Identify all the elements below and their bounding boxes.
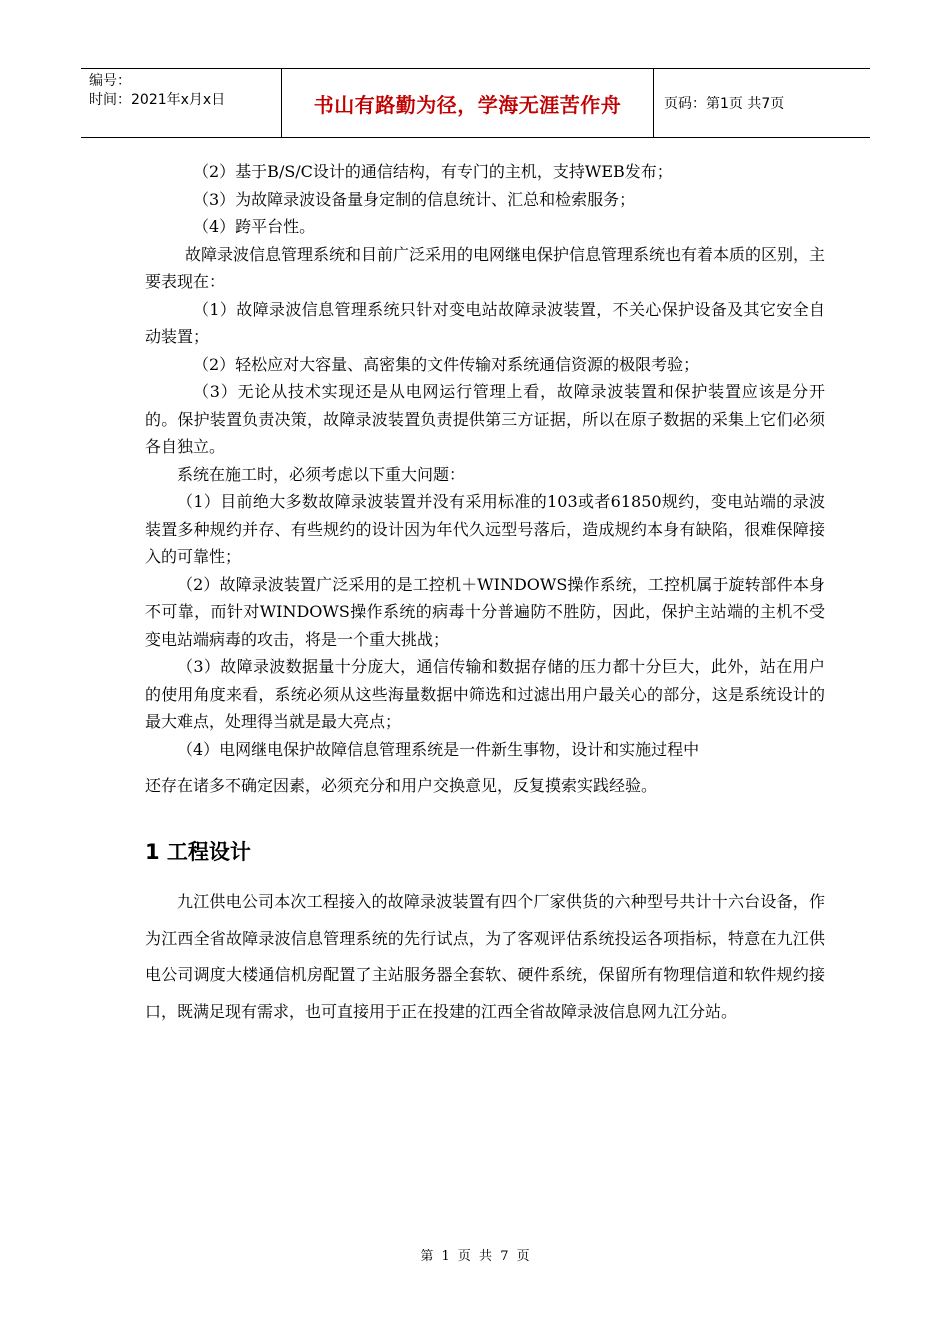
header-meta-cell bbox=[81, 69, 281, 137]
paragraph: （1）目前绝大多数故障录波装置并没有采用标准的103或者61850规约，变电站端的录波装置多种规约并存、有些规约的设计因为年代久远型号落后，造成规约本身有缺陷，很难保障接入的可靠性； bbox=[145, 492, 825, 566]
document-number-label: 编号： bbox=[89, 73, 131, 89]
paragraph: （2）轻松应对大容量、高密集的文件传输对系统通信资源的极限考验； bbox=[193, 354, 700, 374]
section-heading: 1 工程设计 bbox=[145, 840, 251, 864]
paragraph: （2）故障录波装置广泛采用的是工控机＋WINDOWS操作系统，工控机属于旋转部件本身不可靠，而针对WINDOWS操作系统的病毒十分普遍防不胜防，因此，保护主站端的主机不受变电站端病毒的攻击，将是一个重大挑战； bbox=[145, 574, 825, 649]
paragraph: （3）无论从技术实现还是从电网运行管理上看，故障录波装置和保护装置应该是分开的。保护装置负责决策，故障录波装置负责提供第三方证据，所以在原子数据的采集上它们必须各自独立。 bbox=[145, 382, 825, 456]
main-text bbox=[145, 158, 825, 800]
header-motto: 书山有路勤为径，学海无涯苦作舟 bbox=[281, 69, 654, 137]
paragraph: （3）为故障录波设备量身定制的信息统计、汇总和检索服务； bbox=[193, 189, 636, 209]
paragraph: （2）基于B/S/C设计的通信结构，有专门的主机，支持WEB发布； bbox=[193, 162, 673, 181]
section-body bbox=[145, 884, 825, 1030]
paragraph: 还存在诸多不确定因素，必须充分和用户交换意见，反复摸索实践经验。 bbox=[145, 776, 658, 795]
paragraph: （1）故障录波信息管理系统只针对变电站故障录波装置，不关心保护设备及其它安全自动装置； bbox=[145, 299, 825, 346]
header-page-info: 页码：第1页 共7页 bbox=[664, 96, 785, 112]
paragraph: （4）跨平台性。 bbox=[193, 217, 316, 236]
paragraph: （3）故障录波数据量十分庞大，通信传输和数据存储的压力都十分巨大，此外，站在用户的使用角度来看，系统必须从这些海量数据中筛选和过滤出用户最关心的部分，这是系统设计的最大难点，处理得当就是最大亮点； bbox=[145, 657, 825, 731]
section-paragraph: 九江供电公司本次工程接入的故障录波装置有四个厂家供货的六种型号共计十六台设备，作为江西全省故障录波信息管理系统的先行试点，为了客观评估系统投运各项指标，特意在九江供电公司调度大楼通信机房配置了主站服务器全套软、硬件系统，保留所有物理信道和软件规约接口，既满足现有需求，也可直接用于正在投建的江西全省故障录波信息网九江分站。 bbox=[145, 892, 825, 1021]
paragraph: 系统在施工时，必须考虑以下重大问题： bbox=[177, 464, 466, 484]
paragraph: （4）电网继电保护故障信息管理系统是一件新生事物，设计和实施过程中 bbox=[177, 739, 700, 759]
document-time-label: 时间：2021年x月x日 bbox=[89, 92, 226, 108]
page-footer: 第 1 页 共 7 页 bbox=[420, 1249, 530, 1264]
document-header bbox=[81, 68, 870, 138]
paragraph: 故障录波信息管理系统和目前广泛采用的电网继电保护信息管理系统也有着本质的区别，主要表现在： bbox=[145, 244, 826, 291]
